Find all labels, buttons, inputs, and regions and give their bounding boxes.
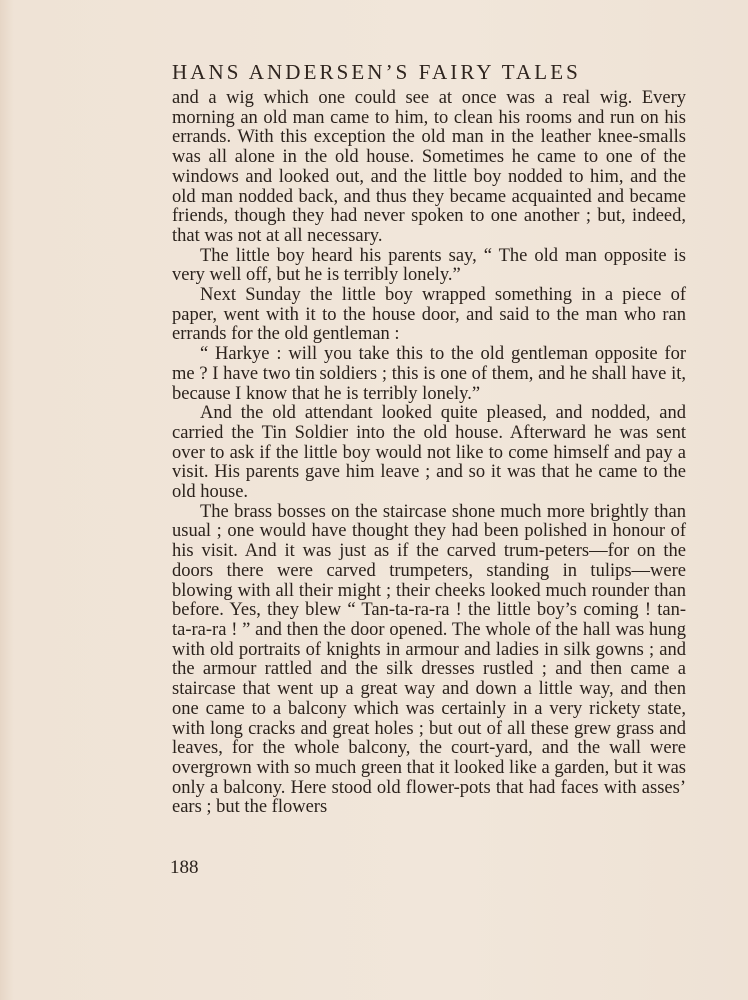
running-head: HANS ANDERSEN’S FAIRY TALES xyxy=(172,60,581,84)
paragraph: “ Harkye : will you take this to the old gentleman opposite for me ? I have two tin soldiers ; this is one of them, and he shall have it, because I know that he is terribly lonely.” xyxy=(172,344,686,404)
page-number: 188 xyxy=(170,857,199,878)
paragraph: And the old attendant looked quite pleased, and nodded, and carried the Tin Soldier into the old house. Afterward he was sent over to ask if the little boy would not like to come himself and pay a visit. His parents gave him leave ; and so it was that he came to the old house. xyxy=(172,403,686,503)
body-text xyxy=(172,89,686,818)
paragraph: The little boy heard his parents say, “ The old man opposite is very well off, but he is terribly lonely.” xyxy=(172,245,686,286)
paragraph: The brass bosses on the staircase shone much more brightly than usual ; one would have thought they had been polished in honour of his visit. And it was just as if the carved trum-peters—for on the doors there were carved trumpeters, standing in tulips—were blowing with all their might ; their cheeks looked much rounder than before. Yes, they blew “ Tan-ta-ra-ra ! the little boy’s coming ! tan-ta-ra-ra ! ” and then the door opened. The whole of the hall was hung with old portraits of knights in armour and ladies in silk gowns ; and the armour rattled and the silk dresses rustled ; and then came a staircase that went up a great way and down a little way, and then one came to a balcony which was certainly in a very rickety state, with long cracks and great holes ; but out of all these grew grass and leaves, for the whole balcony, the court-yard, and the wall were overgrown with so much green that it looked like a garden, but it was only a balcony. Here stood old flower-pots that had faces with asses’ ears ; but the flowers xyxy=(172,501,686,818)
paragraph-continued: and a wig which one could see at once was a real wig. Every morning an old man came to him, to clean his rooms and run on his errands. With this exception the old man in the leather knee-smalls was all alone in the old house. Sometimes he came to one of the windows and looked out, and the little boy nodded to him, and the old man nodded back, and thus they became acquainted and became friends, though they had never spoken to one another ; but, indeed, that was not at all necessary. xyxy=(172,88,686,246)
paragraph: Next Sunday the little boy wrapped something in a piece of paper, went with it to the house door, and said to the man who ran errands for the old gentleman : xyxy=(172,285,686,345)
